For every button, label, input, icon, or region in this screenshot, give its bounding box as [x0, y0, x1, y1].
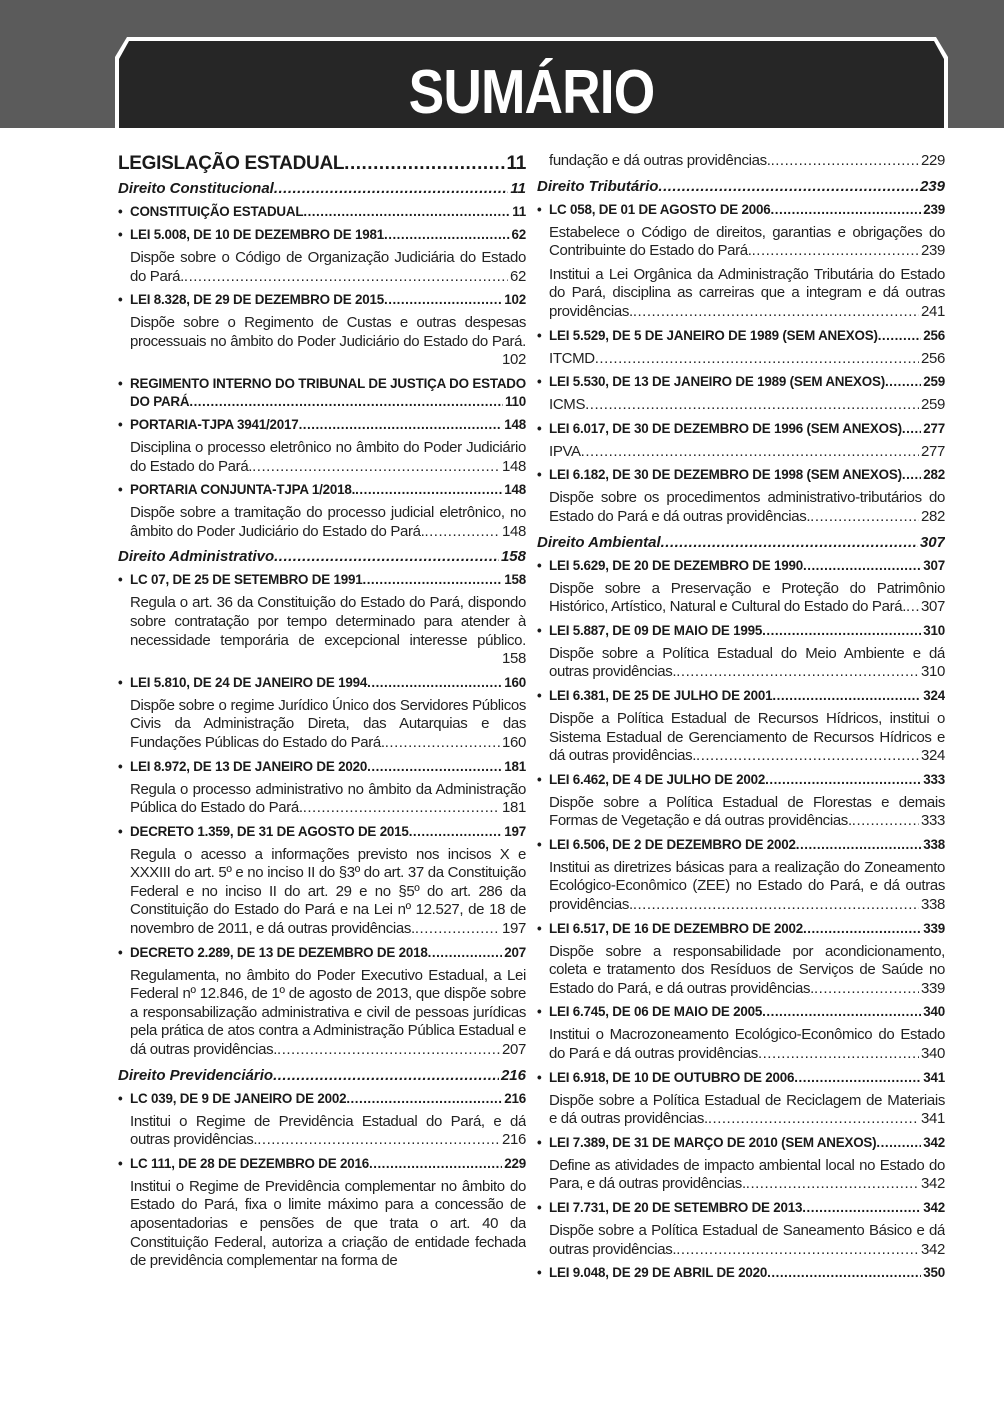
toc-page-number: 342 [921, 1175, 945, 1193]
toc-item[interactable] [118, 823, 526, 841]
toc-page-number: 277 [921, 442, 945, 460]
toc-entry-text: fundação e dá outras providências. ..... [549, 152, 771, 169]
toc-column-right [537, 152, 945, 1287]
toc-category[interactable] [537, 532, 945, 554]
toc-description[interactable] [118, 594, 526, 668]
toc-entry-text: CONSTITUIÇÃO ESTADUAL ..... [130, 204, 303, 219]
bullet-icon: • [118, 1090, 123, 1106]
bullet-icon: • [118, 292, 123, 308]
toc-page-number: 241 [921, 302, 945, 320]
page-title: SUMÁRIO [408, 58, 655, 127]
toc-description[interactable] [537, 710, 945, 766]
toc-entry-text: DECRETO 2.289, DE 13 DE DEZEMBRO DE 2018 ..... [130, 945, 428, 960]
toc-page-number: 350 [923, 1265, 945, 1281]
toc-item[interactable] [537, 420, 945, 438]
toc-item[interactable] [537, 1264, 945, 1282]
toc-page-number: 160 [502, 733, 526, 751]
toc-description[interactable] [537, 1092, 945, 1129]
toc-entry-text: Regula o processo administrativo no âmbito da Administração Pública do Estado do Pará. ..... [130, 781, 526, 817]
toc-entry-text: LEI 6.918, DE 10 DE OUTUBRO DE 2006 ..... [549, 1070, 794, 1085]
toc-description[interactable] [537, 443, 945, 462]
toc-entry-text: Dispõe sobre os procedimentos administrativo-tributários do Estado do Pará e dá outras providências. ..... [549, 489, 945, 525]
toc-page-number: 197 [504, 823, 526, 839]
bullet-icon: • [537, 557, 542, 573]
toc-entry-text: Dispõe sobre a Política Estadual de Saneamento Básico e dá outras providências. ..... [549, 1222, 945, 1258]
toc-page-number: 197 [502, 920, 526, 938]
bullet-icon: • [118, 823, 123, 839]
toc-page-number: 340 [923, 1004, 945, 1020]
bullet-icon: • [537, 836, 542, 852]
bullet-icon: • [118, 1155, 123, 1171]
toc-entry-text: Institui o Regime de Previdência Estadual do Pará, e dá outras providências. ..... [130, 1113, 526, 1149]
toc-page-number: 148 [504, 482, 526, 498]
toc-entry-text: Institui o Macrozoneamento Ecológico-Econômico do Estado do Pará e dá outras providências ..... [549, 1026, 945, 1062]
toc-entry-text: Define as atividades de impacto ambiental local no Estado do Para, e dá outras providências. ..... [549, 1157, 945, 1193]
toc-page-number: 216 [504, 1090, 526, 1106]
toc-page-number: 341 [921, 1110, 945, 1128]
toc-item[interactable] [537, 622, 945, 640]
toc-description[interactable] [537, 152, 945, 171]
toc-description[interactable] [118, 846, 526, 939]
toc-entry-text: LEI 5.629, DE 20 DE DEZEMBRO DE 1990 ..... [549, 558, 803, 573]
toc-item[interactable] [118, 758, 526, 776]
toc-page-number: 181 [504, 758, 526, 774]
bullet-icon: • [537, 920, 542, 936]
toc-item[interactable] [118, 1090, 526, 1108]
toc-page-number: 307 [918, 532, 945, 554]
toc-description[interactable] [118, 1178, 526, 1271]
bullet-icon: • [118, 227, 123, 242]
toc-page-number: 340 [921, 1045, 945, 1063]
toc-entry-text: LEI 6.017, DE 30 DE DEZEMBRO DE 1996 (SEM ANEXOS) ..... [549, 421, 902, 436]
toc-entry-text: REGIMENTO INTERNO DO TRIBUNAL DE JUSTIÇA DO ESTADO DO PARÁ ..... [130, 376, 526, 409]
toc-page-number: 207 [504, 944, 526, 960]
toc-page-number: 216 [502, 1131, 526, 1149]
toc-entry-text: Institui as diretrizes básicas para a realização do Zoneamento Ecológico-Econômico (ZEE) no Estado do Pará, e dá outras providências. ..... [549, 859, 945, 913]
toc-page-number: 342 [921, 1240, 945, 1258]
toc-entry-text: Dispõe a Política Estadual de Recursos Hídricos, institui o Sistema Estadual de Gerenciamento de Recursos Hídricos e dá outras providências. ..... [549, 710, 945, 764]
toc-page-number: 216 [499, 1065, 526, 1087]
toc-item[interactable] [118, 203, 526, 221]
toc-page-number: 11 [512, 204, 526, 219]
toc-page-number: 339 [923, 920, 945, 936]
toc-page-number: 239 [923, 201, 945, 217]
toc-page-number: 277 [923, 420, 945, 436]
toc-entry-text: DECRETO 1.359, DE 31 DE AGOSTO DE 2015 ..... [130, 824, 409, 839]
bullet-icon: • [118, 572, 123, 588]
toc-entry-text: Regula o art. 36 da Constituição do Estado do Pará, dispondo sobre contratação por tempo determinado para atender à necessidade temporária de excepcional interesse público. ..... [130, 594, 526, 648]
toc-description[interactable] [537, 224, 945, 261]
toc-page-number: 339 [921, 979, 945, 997]
toc-description[interactable] [118, 697, 526, 753]
toc-description[interactable] [118, 249, 526, 286]
bullet-icon: • [537, 1265, 542, 1281]
toc-page-number: 333 [921, 812, 945, 830]
toc-entry-text: Institui o Regime de Previdência complementar no âmbito do Estado do Pará, fixa o limite máximo para a concessão de aposentadorias e pensões de que trata o art. 40 da Constituição Federal, autoriza a criação de entidade fechada de previdência complementar na forma de [130, 1177, 526, 1270]
toc-description[interactable] [118, 967, 526, 1060]
toc-page-number: 338 [921, 896, 945, 914]
toc-description[interactable] [118, 314, 526, 370]
toc-page-number: 148 [502, 522, 526, 540]
toc-page-number: 310 [923, 622, 945, 638]
toc-entry-text: LEI 8.972, DE 13 DE JANEIRO DE 2020 ..... [130, 759, 367, 774]
toc-category[interactable] [537, 176, 945, 198]
bullet-icon: • [537, 687, 542, 703]
toc-page-number: 181 [502, 799, 526, 817]
toc-page-number: 229 [921, 152, 945, 169]
toc-entry-text: Regulamenta, no âmbito do Poder Executivo Estadual, a Lei Federal nº 12.846, de 1º de agosto de 2013, que dispõe sobre a responsabilização administrativa e civil de pessoas jurídicas pela prática de atos contra a Administração Pública Estadual e dá outras providências. ..... [130, 967, 526, 1058]
toc-page-number: 307 [923, 557, 945, 573]
toc-page-number: 160 [504, 674, 526, 690]
toc-entry-text: Dispõe sobre o Código de Organização Judiciária do Estado do Pará. ..... [130, 249, 526, 285]
toc-item[interactable] [537, 373, 945, 391]
toc-category[interactable] [118, 178, 526, 200]
toc-description[interactable] [537, 859, 945, 915]
toc-category[interactable] [118, 1065, 526, 1087]
toc-page-number: 62 [510, 267, 526, 285]
toc-description[interactable] [537, 396, 945, 415]
toc-description[interactable] [537, 489, 945, 526]
toc-entry-text: LEI 6.517, DE 16 DE DEZEMBRO DE 2002 ..... [549, 921, 803, 936]
bullet-icon: • [537, 1200, 542, 1215]
toc-entry-text: LEI 5.887, DE 09 DE MAIO DE 1995 ..... [549, 623, 762, 638]
toc-description[interactable] [537, 1222, 945, 1259]
toc-entry-text: Direito Constitucional ..... [118, 180, 274, 197]
bullet-icon: • [537, 622, 542, 638]
toc-page-number: 259 [923, 374, 945, 390]
toc-item[interactable] [118, 226, 526, 244]
toc-entry-text: Disciplina o processo eletrônico no âmbito do Poder Judiciário do Estado do Pará. ..... [130, 439, 526, 475]
toc-entry-text: Dispõe sobre a responsabilidade por acondicionamento, coleta e tratamento dos Resíduos de Serviços de Saúde no Estado do Pará, e dá outras providências. ..... [549, 943, 945, 997]
toc-entry-text: LEI 5.810, DE 24 DE JANEIRO DE 1994 ..... [130, 675, 367, 690]
toc-category[interactable] [118, 546, 526, 568]
toc-page-number: 158 [504, 572, 526, 588]
toc-entry-text: Direito Administrativo ..... [118, 548, 274, 565]
toc-page-number: 239 [921, 242, 945, 260]
bullet-icon: • [537, 1069, 542, 1085]
toc-entry-text: Dispõe sobre a Preservação e Proteção do Patrimônio Histórico, Artístico, Natural e Cultural do Estado do Pará. ..... [549, 580, 945, 616]
toc-item[interactable] [537, 466, 945, 484]
toc-page-number: 256 [923, 327, 945, 343]
toc-entry-text: LEI 6.462, DE 4 DE JULHO DE 2002 ..... [549, 772, 765, 787]
toc-item[interactable] [537, 1069, 945, 1087]
toc-item[interactable] [537, 920, 945, 938]
toc-item[interactable] [537, 771, 945, 789]
toc-item[interactable] [537, 557, 945, 575]
toc-page-number: 259 [921, 396, 945, 414]
toc-item[interactable] [118, 674, 526, 692]
toc-description[interactable] [537, 266, 945, 322]
bullet-icon: • [118, 375, 123, 391]
bullet-icon: • [537, 374, 542, 390]
toc-page-number: 62 [511, 227, 526, 242]
toc-entry-text: LEI 6.506, DE 2 DE DEZEMBRO DE 2002 ..... [549, 837, 796, 852]
toc-description[interactable] [118, 781, 526, 818]
toc-page-number: 11 [506, 153, 526, 174]
toc-page-number: 341 [923, 1069, 945, 1085]
bullet-icon: • [537, 1004, 542, 1020]
toc-item[interactable] [537, 836, 945, 854]
toc-item[interactable] [118, 291, 526, 309]
toc-description[interactable] [537, 350, 945, 369]
bullet-icon: • [537, 327, 542, 343]
bullet-icon: • [118, 482, 123, 498]
toc-entry-text: LEI 5.529, DE 5 DE JANEIRO DE 1989 (SEM ANEXOS) ..... [549, 328, 878, 343]
toc-page-number: 256 [921, 349, 945, 367]
bullet-icon: • [537, 771, 542, 787]
toc-entry-text: LC 039, DE 9 DE JANEIRO DE 2002 ..... [130, 1091, 346, 1106]
bullet-icon: • [537, 420, 542, 436]
toc-entry-text: LC 058, DE 01 DE AGOSTO DE 2006 ..... [549, 202, 771, 217]
toc-description[interactable] [118, 1113, 526, 1150]
toc-item[interactable] [118, 571, 526, 589]
toc-page-number: 102 [504, 292, 526, 308]
toc-page-number: 282 [923, 467, 945, 483]
toc-entry-text: Dispõe sobre o Regimento de Custas e outras despesas processuais no âmbito do Poder Judiciário do Estado do Pará. ..... [130, 314, 526, 350]
toc-description[interactable] [537, 794, 945, 831]
toc-page-number: 148 [502, 457, 526, 475]
toc-entry-text: IPVA ..... [549, 443, 581, 460]
toc-entry-text: LEI 5.530, DE 13 DE JANEIRO DE 1989 (SEM ANEXOS) ..... [549, 374, 885, 389]
toc-description[interactable] [537, 580, 945, 617]
toc-page-number: 342 [923, 1200, 945, 1215]
toc-column-left [118, 152, 526, 1276]
toc-description[interactable] [537, 1026, 945, 1063]
toc-entry-text: LC 07, DE 25 DE SETEMBRO DE 1991 ..... [130, 572, 362, 587]
toc-item[interactable] [537, 1003, 945, 1021]
toc-page-number: 207 [502, 1041, 526, 1059]
bullet-icon: • [537, 201, 542, 217]
toc-page-number: 307 [921, 598, 945, 616]
toc-page-number: 158 [502, 650, 526, 668]
toc-entry-text: LEGISLAÇÃO ESTADUAL ..... [118, 153, 344, 174]
toc-item[interactable] [118, 375, 526, 411]
toc-entry-text: Dispõe sobre a Política Estadual do Meio Ambiente e dá outras providências. ..... [549, 645, 945, 681]
toc-entry-text: Direito Ambiental ..... [537, 534, 661, 551]
toc-entry-text: LEI 8.328, DE 29 DE DEZEMBRO DE 2015 ..... [130, 292, 384, 307]
toc-entry-text: PORTARIA CONJUNTA-TJPA 1/2018. ..... [130, 482, 355, 497]
toc-entry-text: LC 111, DE 28 DE DEZEMBRO DE 2016 ..... [130, 1156, 369, 1171]
toc-entry-text: LEI 6.381, DE 25 DE JULHO DE 2001 ..... [549, 688, 772, 703]
toc-page-number: 102 [502, 351, 526, 369]
toc-entry-text: Dispõe sobre a Política Estadual de Reciclagem de Materiais e dá outras providências. ..... [549, 1092, 945, 1128]
toc-entry-text: LEI 6.182, DE 30 DE DEZEMBRO DE 1998 (SEM ANEXOS) ..... [549, 467, 902, 482]
toc-page-number: 148 [504, 416, 526, 432]
toc-page-number: 342 [923, 1134, 945, 1150]
toc-entry-text: Dispõe sobre a Política Estadual de Florestas e demais Formas de Vegetação e dá outras providências. ..... [549, 794, 945, 830]
toc-item[interactable] [118, 481, 526, 499]
bullet-icon: • [537, 1134, 542, 1150]
toc-description[interactable] [118, 504, 526, 541]
bullet-icon: • [118, 416, 123, 432]
toc-description[interactable] [537, 943, 945, 999]
toc-description[interactable] [537, 1157, 945, 1194]
toc-page-number: 338 [923, 836, 945, 852]
toc-page-number: 310 [921, 663, 945, 681]
toc-entry-text: Regula o acesso a informações previsto nos incisos X e XXXIII do art. 5º e no inciso II do §3º do art. 37 da Constituição Federal e no inciso II do art. 29 e no §5º do art. 286 da Constituição do Estado do Pará e na Lei nº 12.527, de 18 de novembro de 2011, e dá outras providências. ..... [130, 846, 526, 937]
toc-item[interactable] [537, 327, 945, 345]
bullet-icon: • [118, 944, 123, 960]
toc-entry-text: LEI 7.389, DE 31 DE MARÇO DE 2010 (SEM ANEXOS) ..... [549, 1135, 876, 1150]
bullet-icon: • [118, 674, 123, 690]
toc-entry-text: LEI 5.008, DE 10 DE DEZEMBRO DE 1981 ..... [130, 227, 384, 242]
toc-item[interactable] [537, 1134, 945, 1152]
toc-item[interactable] [537, 201, 945, 219]
toc-page-number: 282 [921, 507, 945, 525]
toc-entry-text: ICMS ..... [549, 396, 585, 413]
toc-page-number: 333 [923, 771, 945, 787]
toc-description[interactable] [118, 439, 526, 476]
toc-entry-text: Dispõe sobre o regime Jurídico Único dos Servidores Públicos Civis da Administração Direta, das Autarquias e das Fundações Públicas do Estado do Pará. ..... [130, 697, 526, 751]
toc-entry-text: PORTARIA-TJPA 3941/2017 ..... [130, 417, 299, 432]
toc-item[interactable] [118, 416, 526, 434]
toc-page-number: 229 [504, 1155, 526, 1171]
toc-item[interactable] [118, 944, 526, 962]
toc-description[interactable] [537, 645, 945, 682]
toc-entry-text: LEI 6.745, DE 06 DE MAIO DE 2005 ..... [549, 1004, 762, 1019]
toc-entry-text: ITCMD ..... [549, 350, 595, 367]
bullet-icon: • [118, 758, 123, 774]
toc-page-number: 324 [923, 687, 945, 703]
toc-entry-text: LEI 7.731, DE 20 DE SETEMBRO DE 2013 ..... [549, 1200, 802, 1215]
toc-item[interactable] [537, 1199, 945, 1217]
toc-page-number: 324 [921, 747, 945, 765]
toc-entry-text: LEI 9.048, DE 29 DE ABRIL DE 2020 ..... [549, 1265, 767, 1280]
toc-entry-text: Estabelece o Código de direitos, garantias e obrigações do Contribuinte do Estado do Pará. ..... [549, 224, 945, 260]
toc-item[interactable] [118, 1155, 526, 1173]
toc-entry-text: Institui a Lei Orgânica da Administração Tributária do Estado do Pará, disciplina as carreiras que a integram e dá outras providências. ..... [549, 266, 945, 320]
toc-entry-text: Direito Previdenciário ..... [118, 1067, 273, 1084]
toc-section[interactable] [118, 152, 526, 176]
toc-page-number: 110 [504, 393, 526, 409]
toc-page-number: 239 [918, 176, 945, 198]
toc-page-number: 158 [499, 546, 526, 568]
toc-item[interactable] [537, 687, 945, 705]
bullet-icon: • [537, 467, 542, 483]
bullet-icon: • [118, 204, 123, 219]
toc-entry-text: Direito Tributário ..... [537, 178, 658, 195]
toc-entry-text: Dispõe sobre a tramitação do processo judicial eletrônico, no âmbito do Poder Judiciário do Estado do Pará. ..... [130, 504, 526, 540]
toc-page-number: 11 [508, 178, 526, 200]
